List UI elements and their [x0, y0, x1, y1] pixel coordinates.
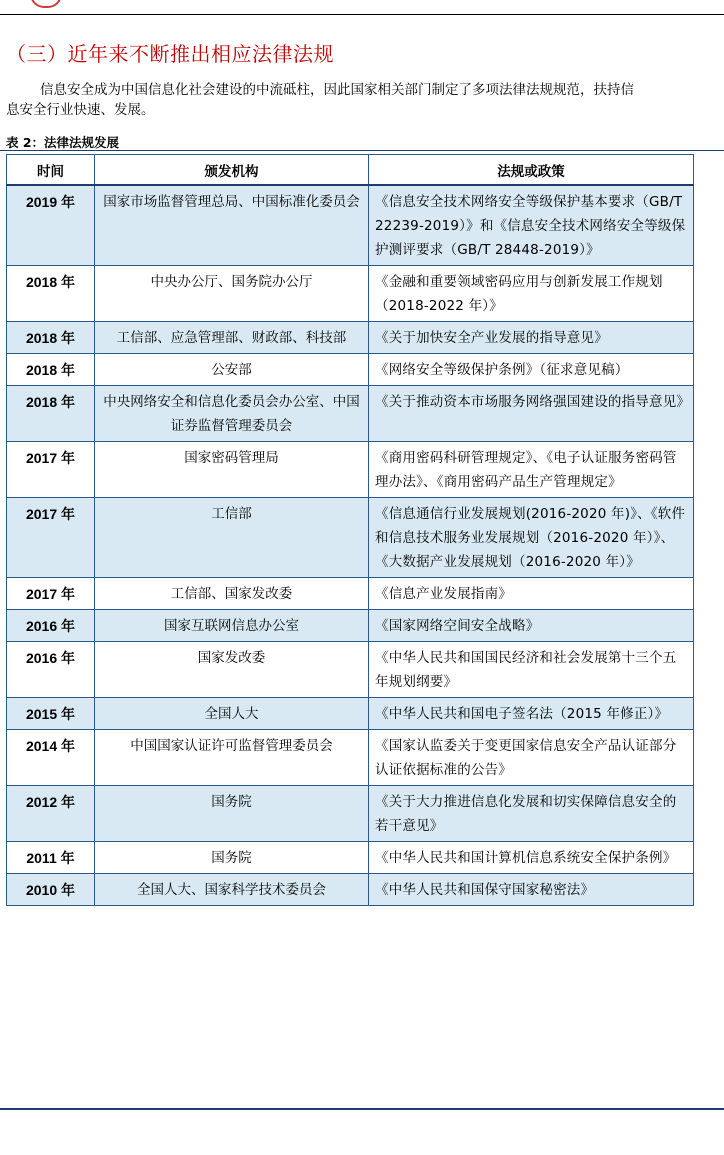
table-row	[7, 266, 694, 322]
brand-logo-icon	[30, 0, 62, 8]
table-row	[7, 786, 694, 842]
row-year: 2017 年	[7, 442, 95, 498]
row-policy: 《国家网络空间安全战略》	[369, 610, 694, 642]
caption-rule	[0, 150, 724, 151]
row-year: 2018 年	[7, 266, 95, 322]
header-time: 时间	[7, 155, 95, 186]
row-year: 2019 年	[7, 185, 95, 266]
table-caption: 表 2：法律法规发展	[6, 135, 120, 150]
row-year: 2016 年	[7, 642, 95, 698]
row-org: 国务院	[95, 842, 369, 874]
row-policy: 《国家认监委关于变更国家信息安全产品认证部分认证依据标准的公告》	[369, 730, 694, 786]
row-policy: 《金融和重要领域密码应用与创新发展工作规划（2018-2022 年）》	[369, 266, 694, 322]
row-policy: 《中华人民共和国计算机信息系统安全保护条例》	[369, 842, 694, 874]
law-table	[6, 154, 694, 906]
row-year: 2010 年	[7, 874, 95, 906]
row-year: 2018 年	[7, 322, 95, 354]
row-policy: 《关于加快安全产业发展的指导意见》	[369, 322, 694, 354]
row-org: 全国人大、国家科学技术委员会	[95, 874, 369, 906]
table-row	[7, 730, 694, 786]
table-row	[7, 610, 694, 642]
row-org: 国家密码管理局	[95, 442, 369, 498]
row-org: 国家互联网信息办公室	[95, 610, 369, 642]
table-row	[7, 322, 694, 354]
header-rule	[0, 14, 724, 15]
section-title: （三）近年来不断推出相应法律法规	[6, 42, 334, 66]
table-row	[7, 642, 694, 698]
row-policy: 《商用密码科研管理规定》、《电子认证服务密码管理办法》、《商用密码产品生产管理规定》	[369, 442, 694, 498]
table-row	[7, 386, 694, 442]
row-policy: 《网络安全等级保护条例》（征求意见稿）	[369, 354, 694, 386]
row-year: 2018 年	[7, 354, 95, 386]
row-year: 2014 年	[7, 730, 95, 786]
row-policy: 《中华人民共和国国民经济和社会发展第十三个五年规划纲要》	[369, 642, 694, 698]
table-header-row	[7, 155, 694, 186]
row-year: 2015 年	[7, 698, 95, 730]
row-policy: 《关于推动资本市场服务网络强国建设的指导意见》	[369, 386, 694, 442]
row-policy: 《信息产业发展指南》	[369, 578, 694, 610]
row-policy: 《关于大力推进信息化发展和切实保障信息安全的若干意见》	[369, 786, 694, 842]
row-policy: 《信息安全技术网络安全等级保护基本要求（GB/T 22239-2019）》和《信息安全技术网络安全等级保护测评要求（GB/T 28448-2019）》	[369, 185, 694, 266]
table-row	[7, 185, 694, 266]
table-row	[7, 498, 694, 578]
row-policy: 《信息通信行业发展规划(2016-2020 年)》、《软件和信息技术服务业发展规划（2016-2020 年）》、《大数据产业发展规划（2016-2020 年）》	[369, 498, 694, 578]
row-year: 2017 年	[7, 578, 95, 610]
table-row	[7, 874, 694, 906]
row-org: 中央办公厅、国务院办公厅	[95, 266, 369, 322]
row-year: 2018 年	[7, 386, 95, 442]
header-policy: 法规或政策	[369, 155, 694, 186]
row-year: 2017 年	[7, 498, 95, 578]
table-row	[7, 842, 694, 874]
row-org: 中央网络安全和信息化委员会办公室、中国证券监督管理委员会	[95, 386, 369, 442]
footer-rule	[0, 1108, 724, 1110]
row-org: 国务院	[95, 786, 369, 842]
table-row	[7, 442, 694, 498]
table-row	[7, 578, 694, 610]
row-org: 国家发改委	[95, 642, 369, 698]
row-org: 全国人大	[95, 698, 369, 730]
row-org: 工信部、国家发改委	[95, 578, 369, 610]
table-row	[7, 354, 694, 386]
row-year: 2016 年	[7, 610, 95, 642]
row-org: 工信部、应急管理部、财政部、科技部	[95, 322, 369, 354]
row-org: 国家市场监督管理总局、中国标准化委员会	[95, 185, 369, 266]
header-org: 颁发机构	[95, 155, 369, 186]
row-policy: 《中华人民共和国电子签名法（2015 年修正）》	[369, 698, 694, 730]
table-row	[7, 698, 694, 730]
row-org: 工信部	[95, 498, 369, 578]
row-policy: 《中华人民共和国保守国家秘密法》	[369, 874, 694, 906]
intro-paragraph: 信息安全成为中国信息化社会建设的中流砥柱，因此国家相关部门制定了多项法律法规规范，扶持信息安全行业快速、发展。	[6, 82, 634, 118]
row-org: 公安部	[95, 354, 369, 386]
row-org: 中国国家认证许可监督管理委员会	[95, 730, 369, 786]
row-year: 2012 年	[7, 786, 95, 842]
row-year: 2011 年	[7, 842, 95, 874]
